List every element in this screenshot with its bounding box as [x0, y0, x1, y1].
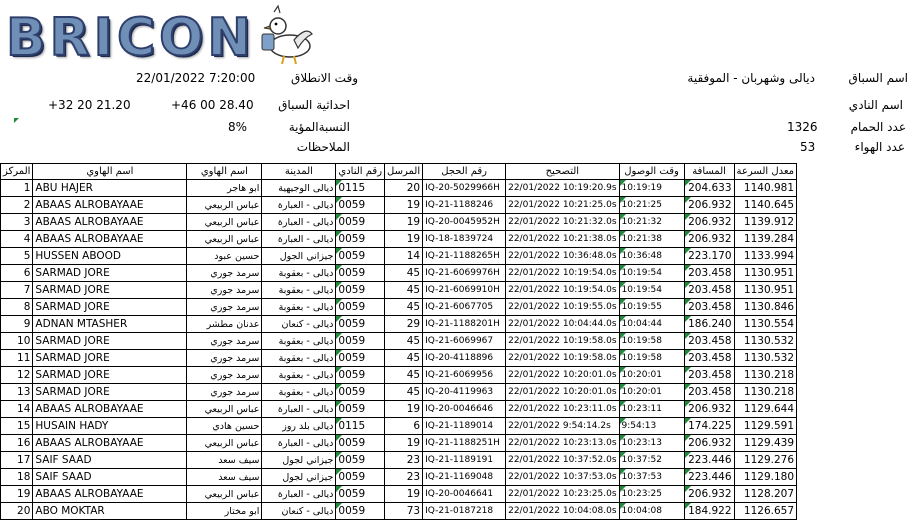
cell-arrival: 10:19:58 — [619, 350, 684, 367]
cell-ring: IQ-21-6069976H — [423, 265, 506, 282]
cell-fancier-ar: حسين عبود — [187, 248, 262, 265]
cell-fancier-en: ABAAS ALROBAYAAE — [33, 231, 187, 248]
cell-ring: IQ-21-1188201H — [423, 316, 506, 333]
cell-city: ديالى - بعقوبة — [262, 265, 336, 282]
cell-city: ديالى - كنعان — [262, 503, 336, 520]
cell-rank: 13 — [1, 384, 33, 401]
cell-speed: 1128.207 — [734, 486, 796, 503]
cell-city: ديالى الوجيهية — [262, 180, 336, 197]
cell-fancier-en: ADNAN MTASHER — [33, 316, 187, 333]
table-row — [1, 418, 797, 435]
cell-corrected: 22/01/2022 10:21:32.0s — [506, 214, 619, 231]
table-header — [1, 164, 797, 180]
cell-club-no: 0059 — [336, 248, 385, 265]
table-row — [1, 214, 797, 231]
cell-city: ديالى - بعقوبة — [262, 333, 336, 350]
cell-fancier-ar: سرمد جوري — [187, 265, 262, 282]
cell-speed: 1129.439 — [734, 435, 796, 452]
cell-fancier-en: SAIF SAAD — [33, 452, 187, 469]
cell-speed: 1130.951 — [734, 265, 796, 282]
birds-air-count: 53 — [800, 140, 816, 154]
cell-corrected: 22/01/2022 10:23:25.0s — [506, 486, 619, 503]
cell-club-no: 0059 — [336, 316, 385, 333]
cell-club-no: 0059 — [336, 299, 385, 316]
cell-ring: IQ-20-4118896 — [423, 350, 506, 367]
cell-rank: 9 — [1, 316, 33, 333]
cell-arrival: 10:23:25 — [619, 486, 684, 503]
cell-fancier-ar: عباس الربيعي — [187, 486, 262, 503]
cell-ring: IQ-21-6069956 — [423, 367, 506, 384]
cell-sent: 19 — [385, 231, 423, 248]
col-speed: معدل السرعة — [734, 164, 796, 180]
cell-ring: IQ-21-1188246 — [423, 197, 506, 214]
cell-club-no: 0059 — [336, 282, 385, 299]
cell-fancier-en: ABAAS ALROBAYAAE — [33, 435, 187, 452]
table-row — [1, 350, 797, 367]
cell-fancier-ar: سرمد جوري — [187, 350, 262, 367]
cell-speed: 1140.981 — [734, 180, 796, 197]
cell-ring: IQ-21-6069967 — [423, 333, 506, 350]
cell-rank: 12 — [1, 367, 33, 384]
percent-value: 8% — [228, 120, 248, 134]
club-name-label: اسم النادي — [848, 98, 903, 112]
cell-rank: 7 — [1, 282, 33, 299]
birds-air-label: عدد الهواء — [854, 140, 905, 154]
col-rank: المركز — [1, 164, 33, 180]
cell-distance: 223.170 — [684, 248, 734, 265]
percent-label: النسبةالمؤية — [288, 120, 350, 134]
cell-arrival: 10:19:54 — [619, 282, 684, 299]
cell-speed: 1130.846 — [734, 299, 796, 316]
cell-rank: 11 — [1, 350, 33, 367]
cell-speed: 1130.218 — [734, 367, 796, 384]
cell-distance: 223.446 — [684, 452, 734, 469]
cell-fancier-ar: سرمد جوري — [187, 384, 262, 401]
cell-distance: 206.932 — [684, 401, 734, 418]
cell-distance: 204.633 — [684, 180, 734, 197]
table-row — [1, 486, 797, 503]
cell-city: ديالى - العبارة — [262, 401, 336, 418]
cell-rank: 1 — [1, 180, 33, 197]
cell-fancier-ar: عباس الربيعي — [187, 214, 262, 231]
cell-city: ديالى - العبارة — [262, 231, 336, 248]
cell-speed: 1140.645 — [734, 197, 796, 214]
cell-sent: 45 — [385, 367, 423, 384]
cell-distance: 203.458 — [684, 265, 734, 282]
table-row — [1, 299, 797, 316]
cell-ring: IQ-20-0046646 — [423, 401, 506, 418]
race-name: ديالى وشهربان - الموفقية — [687, 71, 815, 85]
cell-distance: 184.922 — [684, 503, 734, 520]
cell-arrival: 10:19:19 — [619, 180, 684, 197]
cell-fancier-ar: ابو هاجر — [187, 180, 262, 197]
cell-ring: IQ-18-1839724 — [423, 231, 506, 248]
cell-sent: 45 — [385, 299, 423, 316]
cell-rank: 2 — [1, 197, 33, 214]
cell-speed: 1129.591 — [734, 418, 796, 435]
pigeons-label: عدد الحمام — [850, 120, 906, 134]
col-corrected: التصحيح — [506, 164, 619, 180]
table-row — [1, 469, 797, 486]
cell-club-no: 0115 — [336, 418, 385, 435]
cell-rank: 16 — [1, 435, 33, 452]
cell-club-no: 0059 — [336, 486, 385, 503]
cell-speed: 1129.180 — [734, 469, 796, 486]
logo-text: BRICON — [6, 8, 255, 68]
cell-ring: IQ-20-5029966H — [423, 180, 506, 197]
cell-city: ديالى - بعقوبة — [262, 384, 336, 401]
cell-fancier-en: ABAAS ALROBAYAAE — [33, 214, 187, 231]
cell-club-no: 0059 — [336, 401, 385, 418]
cell-ring: IQ-20-0045952H — [423, 214, 506, 231]
notes-label: الملاحظات — [296, 140, 350, 154]
cell-rank: 18 — [1, 469, 33, 486]
cell-distance: 223.446 — [684, 469, 734, 486]
col-arrival: وقت الوصول — [619, 164, 684, 180]
cell-ring: IQ-21-1169048 — [423, 469, 506, 486]
cell-corrected: 22/01/2022 10:04:08.0s — [506, 503, 619, 520]
cell-distance: 203.458 — [684, 282, 734, 299]
cell-sent: 73 — [385, 503, 423, 520]
cell-ring: IQ-21-0187218 — [423, 503, 506, 520]
cell-club-no: 0059 — [336, 367, 385, 384]
cell-fancier-ar: سرمد جوري — [187, 367, 262, 384]
cell-corrected: 22/01/2022 9:54:14.2s — [506, 418, 619, 435]
cell-arrival: 9:54:13 — [619, 418, 684, 435]
cell-fancier-en: ABAAS ALROBAYAAE — [33, 486, 187, 503]
cell-fancier-en: SARMAD JORE — [33, 265, 187, 282]
cell-rank: 6 — [1, 265, 33, 282]
cell-city: ديالى - العبارة — [262, 486, 336, 503]
col-ring: رقم الحجل — [423, 164, 506, 180]
cell-fancier-en: HUSAIN HADY — [33, 418, 187, 435]
cell-arrival: 10:04:44 — [619, 316, 684, 333]
col-fancier-ar: اسم الهاوي — [187, 164, 262, 180]
cell-arrival: 10:19:55 — [619, 299, 684, 316]
cell-rank: 4 — [1, 231, 33, 248]
cell-club-no: 0059 — [336, 231, 385, 248]
col-club-no: رقم النادي — [336, 164, 385, 180]
cell-rank: 3 — [1, 214, 33, 231]
cell-arrival: 10:21:32 — [619, 214, 684, 231]
cell-speed: 1133.994 — [734, 248, 796, 265]
table-row — [1, 503, 797, 520]
cell-club-no: 0059 — [336, 350, 385, 367]
cell-ring: IQ-21-6069910H — [423, 282, 506, 299]
cell-corrected: 22/01/2022 10:21:38.0s — [506, 231, 619, 248]
table-row — [1, 435, 797, 452]
cell-arrival: 10:19:54 — [619, 265, 684, 282]
cell-corrected: 22/01/2022 10:19:54.0s — [506, 282, 619, 299]
cell-corrected: 22/01/2022 10:23:13.0s — [506, 435, 619, 452]
cell-fancier-en: SARMAD JORE — [33, 350, 187, 367]
cell-arrival: 10:04:08 — [619, 503, 684, 520]
cell-city: ديالى - بعقوبة — [262, 350, 336, 367]
table-row — [1, 197, 797, 214]
cell-fancier-ar: سرمد جوري — [187, 333, 262, 350]
cell-sent: 20 — [385, 180, 423, 197]
table-row — [1, 401, 797, 418]
cell-corrected: 22/01/2022 10:19:58.0s — [506, 350, 619, 367]
cell-club-no: 0059 — [336, 384, 385, 401]
cell-arrival: 10:23:11 — [619, 401, 684, 418]
cell-sent: 45 — [385, 282, 423, 299]
cell-fancier-en: SAIF SAAD — [33, 469, 187, 486]
cell-speed: 1130.554 — [734, 316, 796, 333]
cell-club-no: 0115 — [336, 180, 385, 197]
cell-fancier-en: ABU HAJER — [33, 180, 187, 197]
cell-sent: 45 — [385, 265, 423, 282]
col-sent: المرسل — [385, 164, 423, 180]
cell-distance: 206.932 — [684, 231, 734, 248]
cell-arrival: 10:23:13 — [619, 435, 684, 452]
start-time-label: وقت الانطلاق — [291, 71, 358, 85]
cell-sent: 23 — [385, 469, 423, 486]
cell-distance: 206.932 — [684, 435, 734, 452]
cell-fancier-ar: عدنان مطشر — [187, 316, 262, 333]
comment-marker — [14, 118, 19, 123]
cell-fancier-ar: سرمد جوري — [187, 299, 262, 316]
cell-fancier-en: HUSSEN ABOOD — [33, 248, 187, 265]
race-name-label: اسم السباق — [848, 71, 908, 85]
cell-corrected: 22/01/2022 10:37:52.0s — [506, 452, 619, 469]
table-row — [1, 367, 797, 384]
coord-lat: +46 00 28.40 — [171, 98, 254, 112]
cell-fancier-en: SARMAD JORE — [33, 333, 187, 350]
cell-fancier-en: SARMAD JORE — [33, 367, 187, 384]
cell-ring: IQ-21-1189191 — [423, 452, 506, 469]
cell-ring: IQ-21-1188265H — [423, 248, 506, 265]
cell-city: جيزاني الجول — [262, 248, 336, 265]
cell-corrected: 22/01/2022 10:20:01.0s — [506, 384, 619, 401]
cell-distance: 206.932 — [684, 197, 734, 214]
cell-city: ديالى - بعقوبة — [262, 367, 336, 384]
cell-rank: 14 — [1, 401, 33, 418]
cell-distance: 203.458 — [684, 333, 734, 350]
cell-fancier-en: ABO MOKTAR — [33, 503, 187, 520]
cell-sent: 45 — [385, 384, 423, 401]
cell-sent: 19 — [385, 435, 423, 452]
table-row — [1, 265, 797, 282]
cell-rank: 15 — [1, 418, 33, 435]
table-row — [1, 231, 797, 248]
cell-fancier-en: SARMAD JORE — [33, 282, 187, 299]
table-row — [1, 180, 797, 197]
cell-fancier-ar: سيف سعد — [187, 469, 262, 486]
cell-arrival: 10:37:53 — [619, 469, 684, 486]
cell-city: ديالى - بعقوبة — [262, 299, 336, 316]
cell-speed: 1130.951 — [734, 282, 796, 299]
cell-sent: 19 — [385, 401, 423, 418]
cell-speed: 1130.532 — [734, 333, 796, 350]
cell-club-no: 0059 — [336, 265, 385, 282]
cell-city: ديالى - كنعان — [262, 316, 336, 333]
cell-sent: 45 — [385, 350, 423, 367]
cell-club-no: 0059 — [336, 469, 385, 486]
col-distance: المسافة — [684, 164, 734, 180]
cell-arrival: 10:20:01 — [619, 367, 684, 384]
pigeons-count: 1326 — [787, 120, 818, 134]
bricon-logo — [6, 4, 316, 70]
cell-arrival: 10:20:01 — [619, 384, 684, 401]
cell-fancier-ar: عباس الربيعي — [187, 231, 262, 248]
cell-city: ديالى - العبارة — [262, 197, 336, 214]
cell-arrival: 10:21:25 — [619, 197, 684, 214]
cell-fancier-ar: عباس الربيعي — [187, 401, 262, 418]
cell-sent: 19 — [385, 486, 423, 503]
cell-corrected: 22/01/2022 10:23:11.0s — [506, 401, 619, 418]
col-city: المدينة — [262, 164, 336, 180]
cell-fancier-ar: سيف سعد — [187, 452, 262, 469]
cell-club-no: 0059 — [336, 197, 385, 214]
cell-corrected: 22/01/2022 10:36:48.0s — [506, 248, 619, 265]
cell-rank: 17 — [1, 452, 33, 469]
cell-rank: 20 — [1, 503, 33, 520]
cell-ring: IQ-21-6067705 — [423, 299, 506, 316]
cell-ring: IQ-21-1188251H — [423, 435, 506, 452]
cell-speed: 1130.218 — [734, 384, 796, 401]
cell-distance: 206.932 — [684, 214, 734, 231]
cell-fancier-en: SARMAD JORE — [33, 299, 187, 316]
cell-rank: 5 — [1, 248, 33, 265]
cell-city: ديالى - العبارة — [262, 214, 336, 231]
cell-distance: 206.932 — [684, 486, 734, 503]
cell-club-no: 0059 — [336, 452, 385, 469]
cell-sent: 23 — [385, 452, 423, 469]
cell-speed: 1139.284 — [734, 231, 796, 248]
cell-corrected: 22/01/2022 10:19:54.0s — [506, 265, 619, 282]
cell-corrected: 22/01/2022 10:19:55.0s — [506, 299, 619, 316]
cell-corrected: 22/01/2022 10:20:01.0s — [506, 367, 619, 384]
cell-distance: 203.458 — [684, 350, 734, 367]
cell-city: جيزاني لجول — [262, 469, 336, 486]
cell-rank: 10 — [1, 333, 33, 350]
cell-distance: 203.458 — [684, 299, 734, 316]
cell-arrival: 10:21:38 — [619, 231, 684, 248]
cell-ring: IQ-21-1189014 — [423, 418, 506, 435]
table-row — [1, 333, 797, 350]
cell-corrected: 22/01/2022 10:21:25.0s — [506, 197, 619, 214]
cell-club-no: 0059 — [336, 214, 385, 231]
cell-rank: 19 — [1, 486, 33, 503]
cell-corrected: 22/01/2022 10:37:53.0s — [506, 469, 619, 486]
cell-rank: 8 — [1, 299, 33, 316]
cell-distance: 203.458 — [684, 384, 734, 401]
cell-fancier-ar: حسين هادي — [187, 418, 262, 435]
cell-ring: IQ-20-4119963 — [423, 384, 506, 401]
cell-sent: 19 — [385, 197, 423, 214]
cell-club-no: 0059 — [336, 435, 385, 452]
cell-arrival: 10:19:58 — [619, 333, 684, 350]
cell-distance: 203.458 — [684, 367, 734, 384]
cell-arrival: 10:37:52 — [619, 452, 684, 469]
table-row — [1, 384, 797, 401]
cell-club-no: 0059 — [336, 503, 385, 520]
cell-distance: 186.240 — [684, 316, 734, 333]
cell-fancier-ar: سرمد جوري — [187, 282, 262, 299]
cell-speed: 1139.912 — [734, 214, 796, 231]
cell-fancier-ar: ابو مختار — [187, 503, 262, 520]
cell-sent: 29 — [385, 316, 423, 333]
cell-sent: 45 — [385, 333, 423, 350]
table-row — [1, 282, 797, 299]
cell-corrected: 22/01/2022 10:04:44.0s — [506, 316, 619, 333]
cell-sent: 14 — [385, 248, 423, 265]
cell-speed: 1130.532 — [734, 350, 796, 367]
results-table — [0, 163, 797, 520]
col-fancier-en: اسم الهاوي — [33, 164, 187, 180]
cell-fancier-ar: عباس الربيعي — [187, 197, 262, 214]
cell-club-no: 0059 — [336, 333, 385, 350]
cell-sent: 6 — [385, 418, 423, 435]
cell-speed: 1129.644 — [734, 401, 796, 418]
cell-fancier-en: SARMAD JORE — [33, 384, 187, 401]
start-time: 22/01/2022 7:20:00 — [136, 71, 256, 85]
cell-arrival: 10:36:48 — [619, 248, 684, 265]
cell-speed: 1126.657 — [734, 503, 796, 520]
cell-city: جيزاني لجول — [262, 452, 336, 469]
table-row — [1, 248, 797, 265]
cell-city: ديالى - بعقوبة — [262, 282, 336, 299]
coords-label: احداثية السباق — [278, 98, 350, 112]
cell-corrected: 22/01/2022 10:19:20.9s — [506, 180, 619, 197]
cell-speed: 1129.276 — [734, 452, 796, 469]
cell-fancier-ar: عباس الربيعي — [187, 435, 262, 452]
pigeon-icon — [254, 4, 316, 66]
cell-distance: 174.225 — [684, 418, 734, 435]
coord-lon: +32 20 21.20 — [48, 98, 131, 112]
cell-city: ديالى - العبارة — [262, 435, 336, 452]
cell-sent: 19 — [385, 214, 423, 231]
table-row — [1, 452, 797, 469]
cell-city: ديالى بلد روز — [262, 418, 336, 435]
cell-fancier-en: ABAAS ALROBAYAAE — [33, 197, 187, 214]
table-row — [1, 316, 797, 333]
cell-fancier-en: ABAAS ALROBAYAAE — [33, 401, 187, 418]
cell-ring: IQ-20-0046641 — [423, 486, 506, 503]
cell-corrected: 22/01/2022 10:19:58.0s — [506, 333, 619, 350]
